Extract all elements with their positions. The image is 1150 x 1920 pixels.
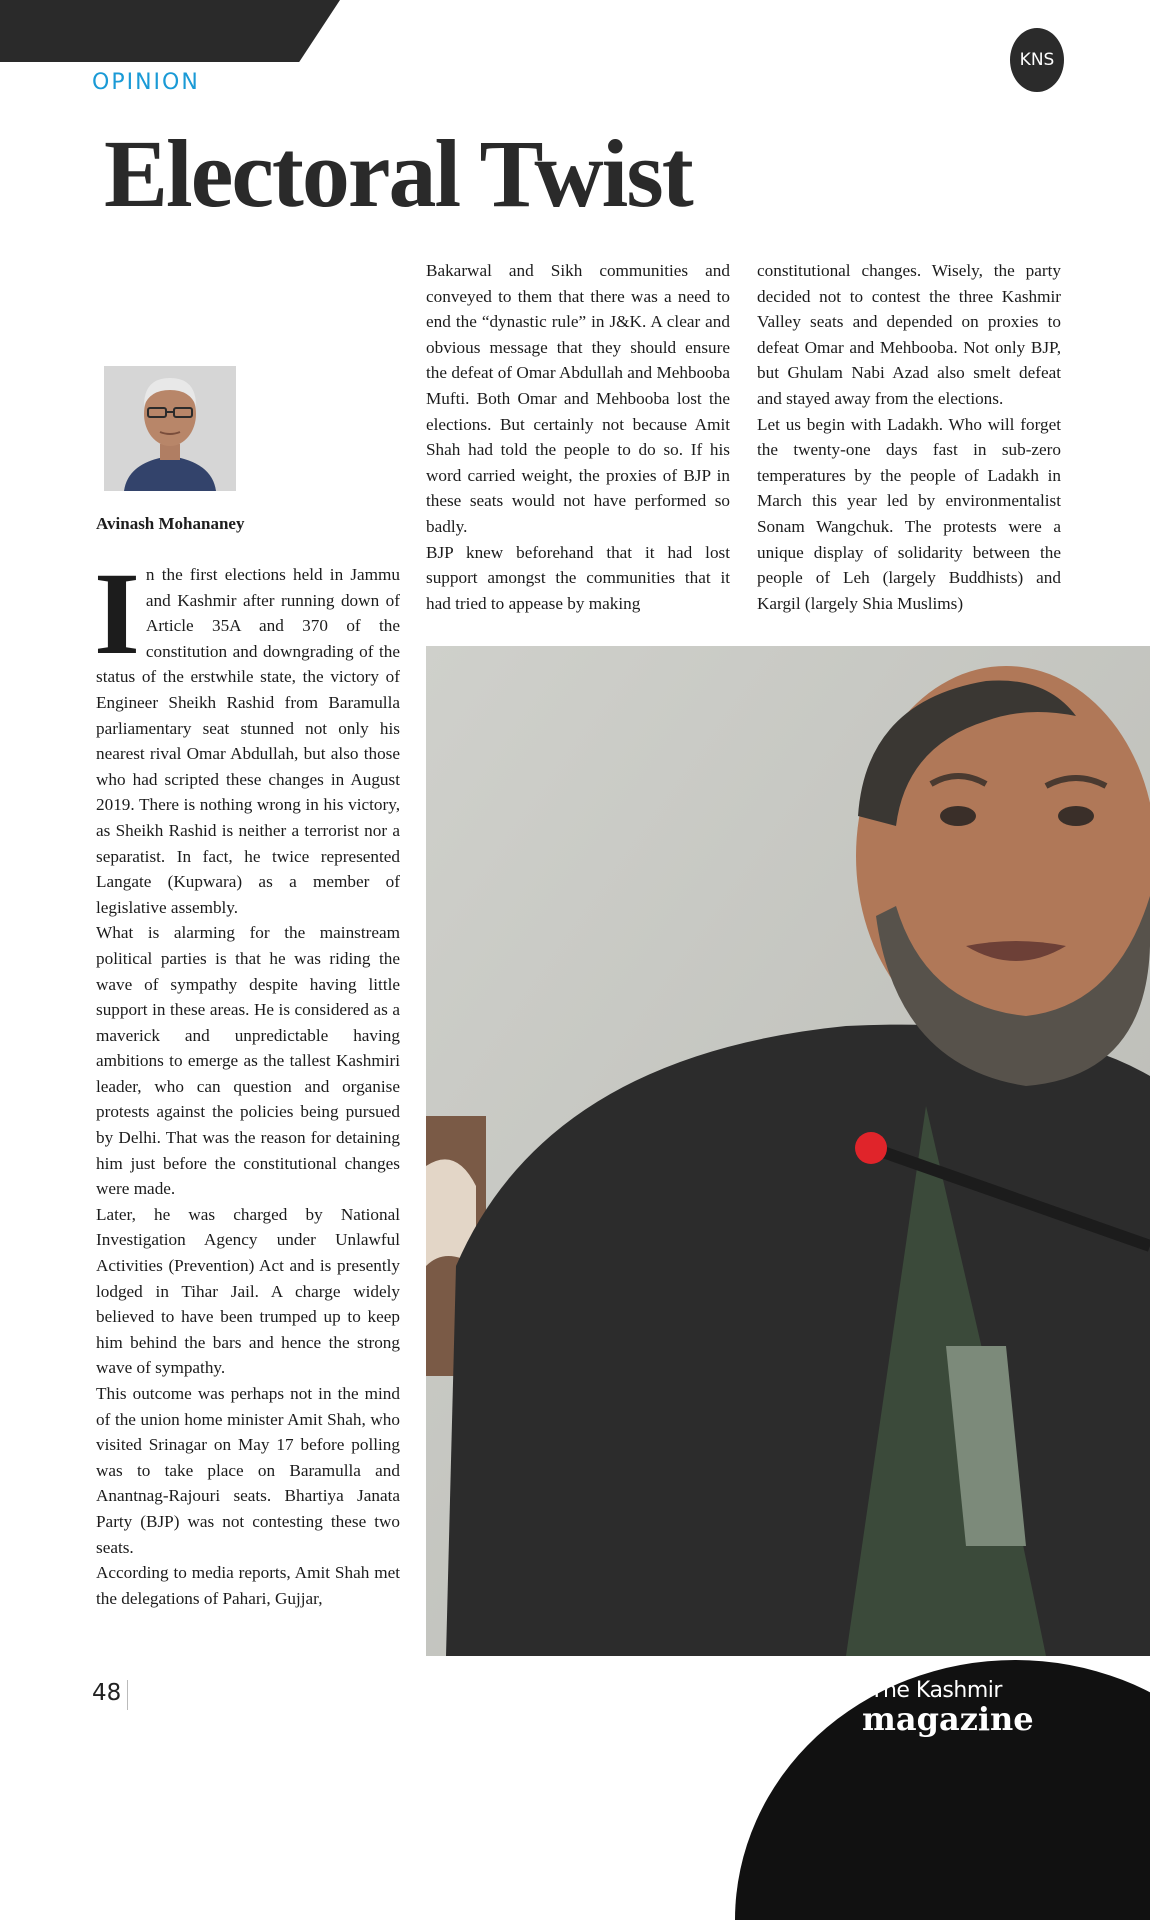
paragraph: BJP knew beforehand that it had lost support amongst the communities that it had tried to appease by making xyxy=(426,542,730,613)
author-portrait-icon xyxy=(104,366,236,491)
paragraph: According to media reports, Amit Shah met the delegations of Pahari, Gujjar, xyxy=(96,1563,400,1608)
main-photo xyxy=(426,646,1150,1656)
article-column-1 xyxy=(94,548,400,1611)
page-number-divider xyxy=(127,1680,128,1710)
header-tab xyxy=(0,0,340,62)
section-label: OPINION xyxy=(92,70,200,95)
brand-name-top: The Kashmir xyxy=(870,1678,1002,1703)
speaker-photo-icon xyxy=(426,646,1150,1656)
paragraph: Let us begin with Ladakh. Who will forget the twenty-one days fast in sub-zero temperatures by the people of Ladakh in March this year led by environmentalist Sonam Wangchuk. The protests were a unique display of solidarity between the people of Leh (largely Buddhists) and Kargil (largely Shia Muslims) xyxy=(757,414,1061,613)
paragraph: What is alarming for the mainstream political parties is that he was riding the wave of sympathy despite having little support in these areas. He is considered as a maverick and unpredictable having ambitions to emerge as the tallest Kashmiri leader, who can question and organise protests against the policies being pursued by Delhi. That was the reason for detaining him just before the constitutional changes were made. xyxy=(96,923,400,1199)
author-name: Avinash Mohananey xyxy=(96,514,245,533)
kns-badge: KNS xyxy=(1010,28,1064,92)
article-title: Electoral Twist xyxy=(104,120,692,227)
paragraph: Bakarwal and Sikh communities and conveyed to them that there was a need to end the “dynastic rule” in J&K. A clear and obvious message that they should ensure the defeat of Omar Abdullah and Mehbooba Mufti. Both Omar and Mehbooba lost the elections. But certainly not because Amit Shah had told the people to do so. If his word carried weight, the proxies of BJP in these seats would not have performed so badly. xyxy=(426,261,730,536)
article-column-3 xyxy=(757,258,1061,616)
paragraph: n the first elections held in Jammu and Kashmir after running down of Article 35A and 370 of the constitution and downgrading of the status of the erstwhile state, the victory of Engineer Sheikh Rashid from Baramulla parliamentary seat stunned not only his nearest rival Omar Abdullah, but also those who had scripted these changes in August 2019. There is nothing wrong in his victory, as Sheikh Rashid is neither a terrorist nor a separatist. In fact, he twice represented Langate (Kupwara) as a member of legislative assembly. xyxy=(96,565,400,917)
brand-name-bottom: magazine xyxy=(862,1700,1034,1738)
paragraph: constitutional changes. Wisely, the party decided not to contest the three Kashmir Valley seats and depended on proxies to defeat Omar and Mehbooba. Not only BJP, but Ghulam Nabi Azad also smelt defeat and stayed away from the elections. xyxy=(757,261,1061,408)
article-column-2 xyxy=(426,258,730,616)
paragraph: This outcome was perhaps not in the mind of the union home minister Amit Shah, who visited Srinagar on May 17 before polling was to take place on Baramulla and Anantnag-Rajouri seats. Bhartiya Janata Party (BJP) was not contesting these two seats. xyxy=(96,1384,400,1557)
page-number: 48 xyxy=(92,1680,122,1706)
paragraph: Later, he was charged by National Investigation Agency under Unlawful Activities (Prevention) Act and is presently lodged in Tihar Jail. A charge widely believed to have been trumped up to keep him behind the bars and hence the strong wave of sympathy. xyxy=(96,1204,400,1378)
author-photo xyxy=(104,366,236,491)
dropcap: I xyxy=(94,548,140,679)
